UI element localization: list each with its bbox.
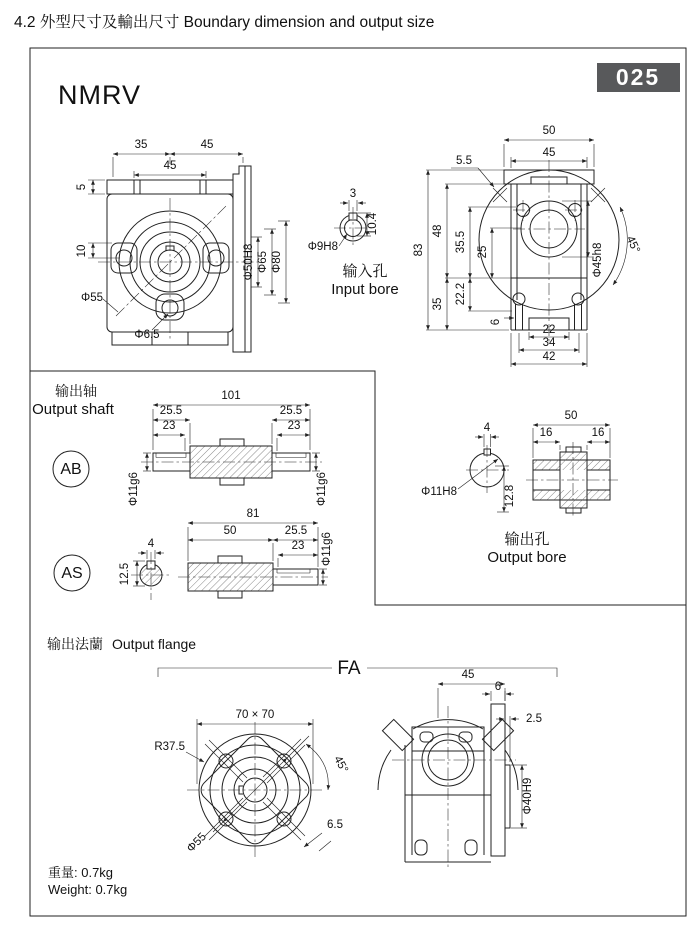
as-dim-body: 50 (223, 525, 237, 537)
flange-dim-offset: 2.5 (526, 713, 542, 725)
front-view (76, 139, 290, 352)
flange-label-en: Output flange (112, 636, 197, 652)
dim-bore-plane: 25 (477, 245, 489, 259)
bore-dim-hub-width: 50 (564, 410, 578, 422)
dim-total-height: 83 (413, 243, 425, 257)
output-shaft-section (32, 383, 333, 600)
as-dim-end: 25.5 (284, 525, 308, 537)
dim-base-inner: 22 (542, 324, 556, 336)
dim-slot-width: 6 (490, 318, 502, 326)
ab-tag: AB (60, 461, 82, 478)
flange-angle: 45° (331, 754, 351, 776)
dia-input-bore: Φ9H8 (307, 241, 338, 253)
ab-dim-key-left: 23 (162, 420, 176, 432)
input-bore-label-en: Input bore (331, 281, 399, 298)
as-tag: AS (61, 565, 83, 582)
bore-dim-key-width: 4 (483, 422, 491, 434)
ab-dim-end-right: 25.5 (279, 405, 303, 417)
dim-lower: 35 (432, 297, 444, 311)
ab-dim-total: 101 (221, 390, 241, 402)
dim-top-left: 35 (134, 139, 148, 151)
dia-b50: Φ50H8 (243, 243, 255, 281)
flange-dim-plate: 6 (494, 681, 502, 693)
as-dim-key-width: 4 (147, 538, 155, 550)
output-shaft-label-en: Output shaft (32, 401, 114, 418)
dim-upper: 48 (432, 224, 444, 238)
output-bore-section (421, 410, 618, 566)
output-bore-label-cn: 输出孔 (504, 531, 550, 548)
input-bore-label-cn: 输入孔 (342, 263, 388, 280)
side-view (413, 125, 642, 367)
as-dim-key: 23 (291, 540, 305, 552)
size-badge-label: 025 (615, 64, 661, 90)
flange-front-view (154, 709, 350, 858)
flange-dim-slot: 6.5 (327, 819, 343, 831)
dim-slot-centers: 34 (542, 337, 556, 349)
flange-radius: R37.5 (154, 741, 185, 753)
flange-dia-bolt-circle: Φ55 (184, 830, 209, 855)
flange-dim-square: 70 × 70 (235, 709, 275, 721)
dia-bottom-hole-label: Φ6.5 (134, 329, 160, 341)
ab-dia-left: Φ11g6 (128, 472, 140, 506)
as-dim-total: 81 (246, 508, 260, 520)
flange-tag: FA (337, 658, 361, 679)
weight-en: Weight: 0.7kg (48, 882, 128, 897)
as-dia-shaft: Φ11g6 (321, 532, 333, 566)
dim-plate: 5 (76, 183, 88, 191)
flange-side-view (378, 669, 542, 870)
bore-dia: Φ11H8 (421, 486, 457, 498)
ab-dim-end-left: 25.5 (159, 405, 183, 417)
dia-spigot-label: Φ55 (81, 292, 103, 304)
bore-dim-end-left: 16 (539, 427, 553, 439)
dim-slot-span: 45 (163, 160, 177, 172)
dim-base-width: 42 (542, 351, 556, 363)
dia-b65: Φ65 (257, 251, 269, 273)
output-bore-label-en: Output bore (487, 549, 567, 566)
dia-output-boss: Φ45h8 (592, 242, 604, 278)
dia-b80: Φ80 (271, 251, 283, 273)
ab-dia-right: Φ11g6 (316, 472, 328, 506)
ab-dim-key-right: 23 (287, 420, 301, 432)
output-shaft-label-cn: 输出轴 (55, 383, 97, 399)
input-bore-view (308, 188, 399, 298)
model-name: NMRV (58, 80, 142, 110)
dim-wall-span: 45 (542, 147, 556, 159)
as-dim-section: 12.5 (119, 562, 131, 586)
size-badge (597, 63, 680, 92)
bore-dim-end-right: 16 (591, 427, 605, 439)
dia-lug-hole: 5.5 (456, 155, 472, 167)
flange-dim-width: 45 (461, 669, 475, 681)
bore-dim-key-depth: 12.8 (504, 484, 516, 508)
dim-top-right: 45 (200, 139, 214, 151)
dim-face-width: 50 (542, 125, 556, 137)
output-flange-section (47, 636, 557, 870)
flange-label-cn: 输出法蘭 (47, 636, 103, 652)
page-title: 4.2 外型尺寸及輸出尺寸 Boundary dimension and output size (14, 14, 435, 31)
dim-input-key-width: 3 (349, 188, 357, 200)
dim-input-key-depth: 10.4 (367, 212, 379, 236)
dim-foot-plane: 22.2 (455, 282, 467, 306)
dim-bolt-plane: 35.5 (455, 230, 467, 254)
weight-cn: 重量: 0.7kg (48, 865, 114, 880)
angle-lug: 45° (623, 234, 642, 256)
flange-dia-spigot: Φ40H9 (522, 777, 534, 815)
dim-ear-offset: 10 (76, 244, 88, 258)
